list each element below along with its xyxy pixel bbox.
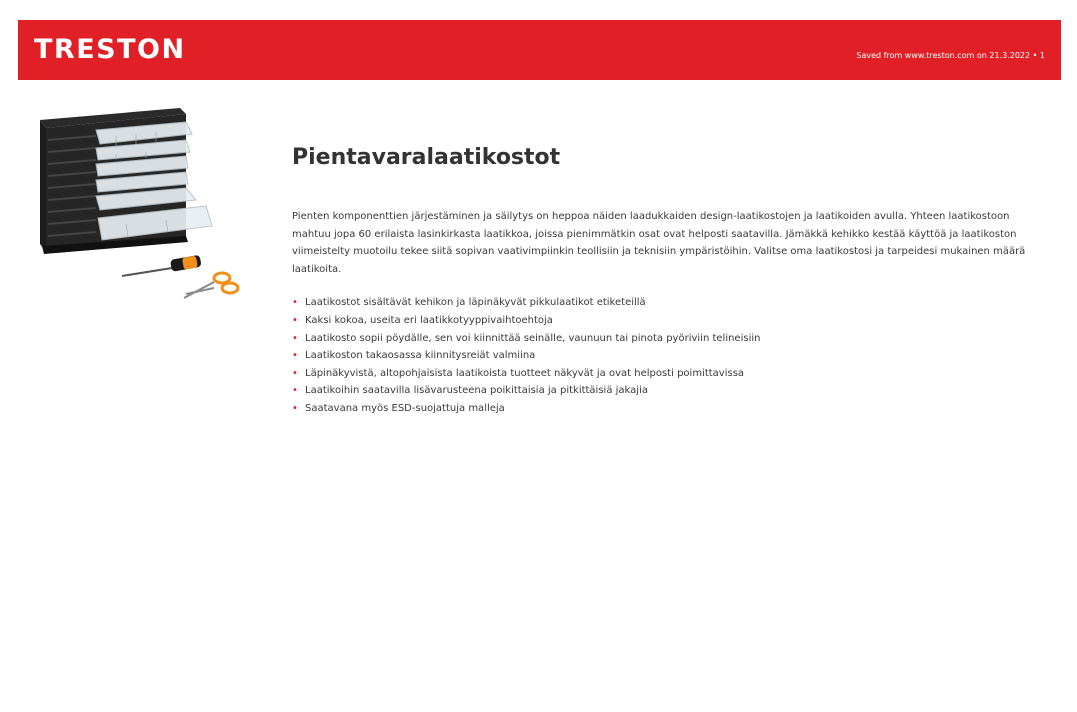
list-item [292, 347, 1037, 365]
intro-paragraph: Pienten komponenttien järjestäminen ja säilytys on heppoa näiden laadukkaiden design-laatikostojen ja laatikoiden avulla. Yhteen laatikostoon mahtuu jopa 60 erilaista lasinkirkasta laatikkoa, joissa pienimmätkin osat ovat helposti saatavilla. Jämäkkä kehikko kestää käyttöä ja laatikoston viimeistelty muotoilu tekee siitä sopivan vaativimpiinkin teollisiin ja teknisiin ympäristöihin. Valitse oma laatikostosi ja tarpeidesi mukainen määrä laatikoita. [292, 211, 1026, 275]
list-item [292, 365, 1037, 383]
feature-text: Kaksi kokoa, useita eri laatikkotyyppivaihtoehtoja [305, 314, 553, 326]
list-item [292, 330, 1037, 348]
screwdriver [122, 255, 202, 276]
saved-from-note [856, 51, 1045, 61]
list-item [292, 312, 1037, 330]
page-title: Pientavaralaatikostot [292, 145, 561, 170]
saved-from-text: Saved from www.treston.com on 21.3.2022 [856, 51, 1031, 60]
feature-text: Saatavana myös ESD-suojattuja malleja [305, 402, 505, 414]
bullet-icon: • [292, 367, 298, 379]
list-item [292, 382, 1037, 400]
feature-text: Laatikostot sisältävät kehikon ja läpinäkyvät pikkulaatikot etiketeillä [305, 297, 646, 309]
feature-text: Laatikoihin saatavilla lisävarusteena poikittaisia ja pitkittäisiä jakajia [305, 385, 648, 397]
feature-text: Laatikoston takaosassa kiinnitysreiät valmiina [305, 350, 536, 362]
bullet-icon: • [292, 332, 298, 344]
parts-cabinet-illustration [36, 100, 256, 310]
scissors [184, 273, 238, 298]
treston-logo: TRESTON [34, 34, 186, 65]
bullet-icon: • [292, 350, 298, 362]
cabinet-side [40, 120, 46, 252]
feature-list [292, 294, 1037, 417]
bullet-icon: • [292, 385, 298, 397]
page-number: 1 [1039, 51, 1045, 60]
list-item [292, 294, 1037, 312]
page-header [18, 20, 1061, 80]
bullet-icon: • [292, 314, 298, 326]
bullet-icon: • [292, 402, 298, 414]
separator-dot: • [1032, 51, 1038, 60]
list-item [292, 400, 1037, 418]
main-content [292, 140, 1037, 418]
bullet-icon: • [292, 297, 298, 309]
feature-text: Läpinäkyvistä, altopohjaisista laatikoista tuotteet näkyvät ja ovat helposti poimittavissa [305, 367, 745, 379]
feature-text: Laatikosto sopii pöydälle, sen voi kiinnittää seinälle, vaunuun tai pinota pyöriviin telineisiin [305, 332, 761, 344]
product-image [36, 100, 256, 310]
